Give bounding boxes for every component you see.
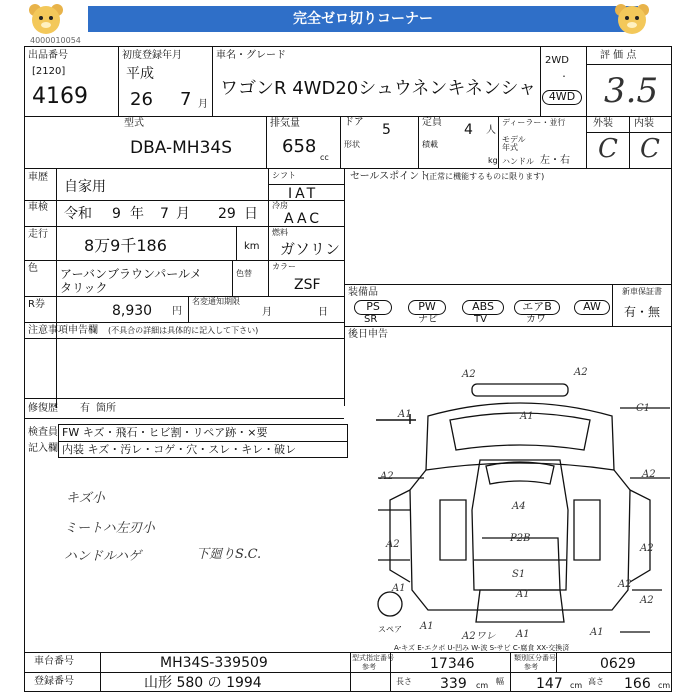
diagram-mark: A1 [516,589,530,600]
notes-label: 注意事項申告欄 [28,325,98,336]
first-reg-label: 初度登録年月 [122,50,182,61]
handwritten-note-3: ハンドルハゲ [64,549,142,564]
diagram-mark: A2ワレ [462,631,496,642]
diagram-mark: A2 [618,579,632,590]
equip-pw: PW [408,300,446,315]
interior-grade: C [640,134,660,164]
diagram-mark: A2 [640,543,654,554]
equip-aw: AW [574,300,610,315]
diagram-mark: A2 [386,539,400,550]
inspection-year-unit: 年 [130,206,144,222]
checker-interior-line: 内装 キズ・汚レ・コゲ・穴・スレ・キレ・破レ [62,443,297,456]
handwritten-note-2: ミートハ左刃小 [64,521,155,536]
inspection-label: 車検 [28,202,48,213]
back-declaration-label: 後日申告 [348,329,388,340]
first-reg-month-unit: 月 [198,99,208,110]
score-value: 3.5 [604,71,659,111]
length-label: 長さ [396,677,412,686]
fuel-value: ガソリン [280,240,341,258]
color-label: 色 [28,263,38,274]
warranty-label: 新車保証書 [622,287,662,296]
color-value-line2: タリック [60,281,108,295]
registration-value: 山形 580 の 1994 [144,675,262,691]
interior-label: 内装 [634,118,654,129]
type-no-label: 型式指定番号 [352,654,394,662]
engine-value: 658 [282,136,317,157]
diagram-mark: A4 [512,501,526,512]
shape-label: 形状 [344,140,360,149]
inspection-month-unit: 月 [176,206,190,222]
length-unit: cm [476,681,489,690]
ac-value: AAC [284,211,323,227]
diagram-mark: S1 [512,569,526,580]
first-reg-month: 7 [180,89,192,110]
color-value-line1: アーバンブラウンパールメ [60,267,202,281]
checker-label-1: 検査員 [28,427,58,438]
class-ref-label: 参考 [524,663,538,671]
banner-title: 完全ゼロ切りコーナー [293,11,433,27]
color-change-label: 色替 [236,269,252,278]
width-value: 147 [536,676,563,692]
chassis-label: 車台番号 [34,656,74,667]
type-no-value: 17346 [430,656,475,672]
height-value: 166 [624,676,651,692]
equip-tv: TV [474,314,487,325]
first-reg-year: 26 [130,89,153,110]
type-ref-label: 参考 [362,663,376,671]
capacity-value: 4 [464,122,473,138]
repair-unit: 箇所 [96,403,116,414]
repair-label: 修復歴 [28,403,58,414]
repair-value: 有 [80,403,90,414]
damage-legend: A-キズ E-エクボ U-凹み W-波 S-サビ C-腐食 XX-交換済 [394,644,570,652]
exterior-grade: C [598,134,618,164]
height-label: 高さ [588,677,604,686]
chassis-value: MH34S-339509 [160,655,268,671]
diagram-mark: C1 [636,403,651,414]
class-value: 0629 [600,656,636,672]
top-strip-number: 4000010054 [30,36,81,45]
diagram-mark: A1 [520,411,534,422]
load-unit: kg [488,156,498,165]
engine-unit: cc [320,153,329,162]
inspection-year: 9 [112,206,121,222]
sales-point-note: (正常に機能するものに限ります) [426,172,545,181]
lot-code: [2120] [32,66,66,77]
mileage-value: 8万9千186 [84,236,167,255]
diagram-mark: A2 [642,469,656,480]
drive-2wd: 2WD [545,55,569,66]
shift-value: IAT [288,186,319,202]
handle-value: 左・右 [540,155,570,166]
checker-exterior-line: FW キズ・飛石・ヒビ割・リペア跡・×要 [62,426,268,439]
inspection-era: 令和 [64,206,92,222]
inspection-month: 7 [160,206,169,222]
width-unit: cm [570,681,583,690]
colorcode-label: カラー [272,262,296,271]
lot-number: 4169 [32,84,88,109]
bear-mascot-icon [612,2,652,36]
mileage-label: 走行 [28,229,48,240]
car-name: ワゴンR 4WD20シュウネンキネンシャ [220,78,537,99]
handwritten-note-1: キズ小 [66,491,105,506]
vehicle-history-value: 自家用 [64,179,106,195]
diagram-mark: A1 [516,629,530,640]
handwritten-note-4: 下廻りS.C. [196,547,262,562]
diagram-mark: A2 [462,369,476,380]
recycle-value: 8,930 [112,303,153,319]
colorcode-value: ZSF [294,277,321,293]
length-value: 339 [440,676,467,692]
ac-label: 冷房 [272,201,288,210]
fuel-label: 燃料 [272,228,288,237]
equipment-label: 装備品 [348,287,378,298]
deadline-label: 名変通知期限 [192,297,240,306]
diagram-mark: A1 [420,621,434,632]
diagram-mark: P2B [510,533,531,544]
mileage-unit: km [244,241,260,252]
diagram-mark: A2 [380,471,394,482]
class-label: 類別区分番号 [514,654,556,662]
equip-sr: SR [364,314,378,325]
diagram-mark: A2 [574,367,588,378]
lot-label: 出品番号 [28,50,68,61]
spare-tire-label: スペア [378,625,402,634]
diagram-mark: A1 [590,627,604,638]
drive-4wd-selected: 4WD [542,90,582,105]
handle-label: ハンドル [502,157,534,166]
inspection-day: 29 [218,206,236,222]
capacity-label: 定員 [422,117,442,128]
recycle-label: R券 [28,299,45,310]
car-name-label: 車名・グレード [216,50,286,61]
model-label: 型式 [124,118,144,129]
sales-point-label: セールスポイント [350,171,430,182]
first-reg-era: 平成 [126,66,154,82]
engine-label: 排気量 [270,118,300,129]
vehicle-history-label: 車歴 [28,172,48,183]
equip-abs: ABS [462,300,504,315]
dealer-label: ディーラー・並行 [502,118,566,127]
registration-label: 登録番号 [34,676,74,687]
drive-separator: ・ [560,72,568,81]
capacity-unit: 人 [486,125,496,136]
equip-navi: ナビ [418,314,438,325]
doors-value: 5 [382,122,391,138]
score-label: 評 価 点 [600,50,637,61]
diagram-mark: A2 [640,595,654,606]
diagram-mark: A1 [398,409,412,420]
bear-mascot-icon [26,2,66,36]
inspection-day-unit: 日 [244,206,258,222]
model-year-label: モデル年式 [502,135,526,152]
model-value: DBA-MH34S [130,138,233,158]
shift-label: シフト [272,171,296,180]
warranty-value: 有・無 [624,305,661,319]
exterior-label: 外装 [593,118,613,129]
doors-label: ドア [344,117,364,128]
load-label: 積載 [422,140,438,149]
checker-label-2: 記入欄 [28,443,58,454]
notes-hint: (不具合の詳細は具体的に記入して下さい) [108,326,259,335]
equip-airbag: エアB [514,300,560,315]
width-label: 幅 [496,677,504,686]
height-unit: cm [658,681,671,690]
equip-leather: カワ [526,314,546,325]
deadline-month: 月 [262,307,272,318]
diagram-mark: A1 [392,583,406,594]
recycle-unit: 円 [172,306,182,317]
deadline-day: 日 [318,307,328,318]
equip-ps: PS [354,300,392,315]
